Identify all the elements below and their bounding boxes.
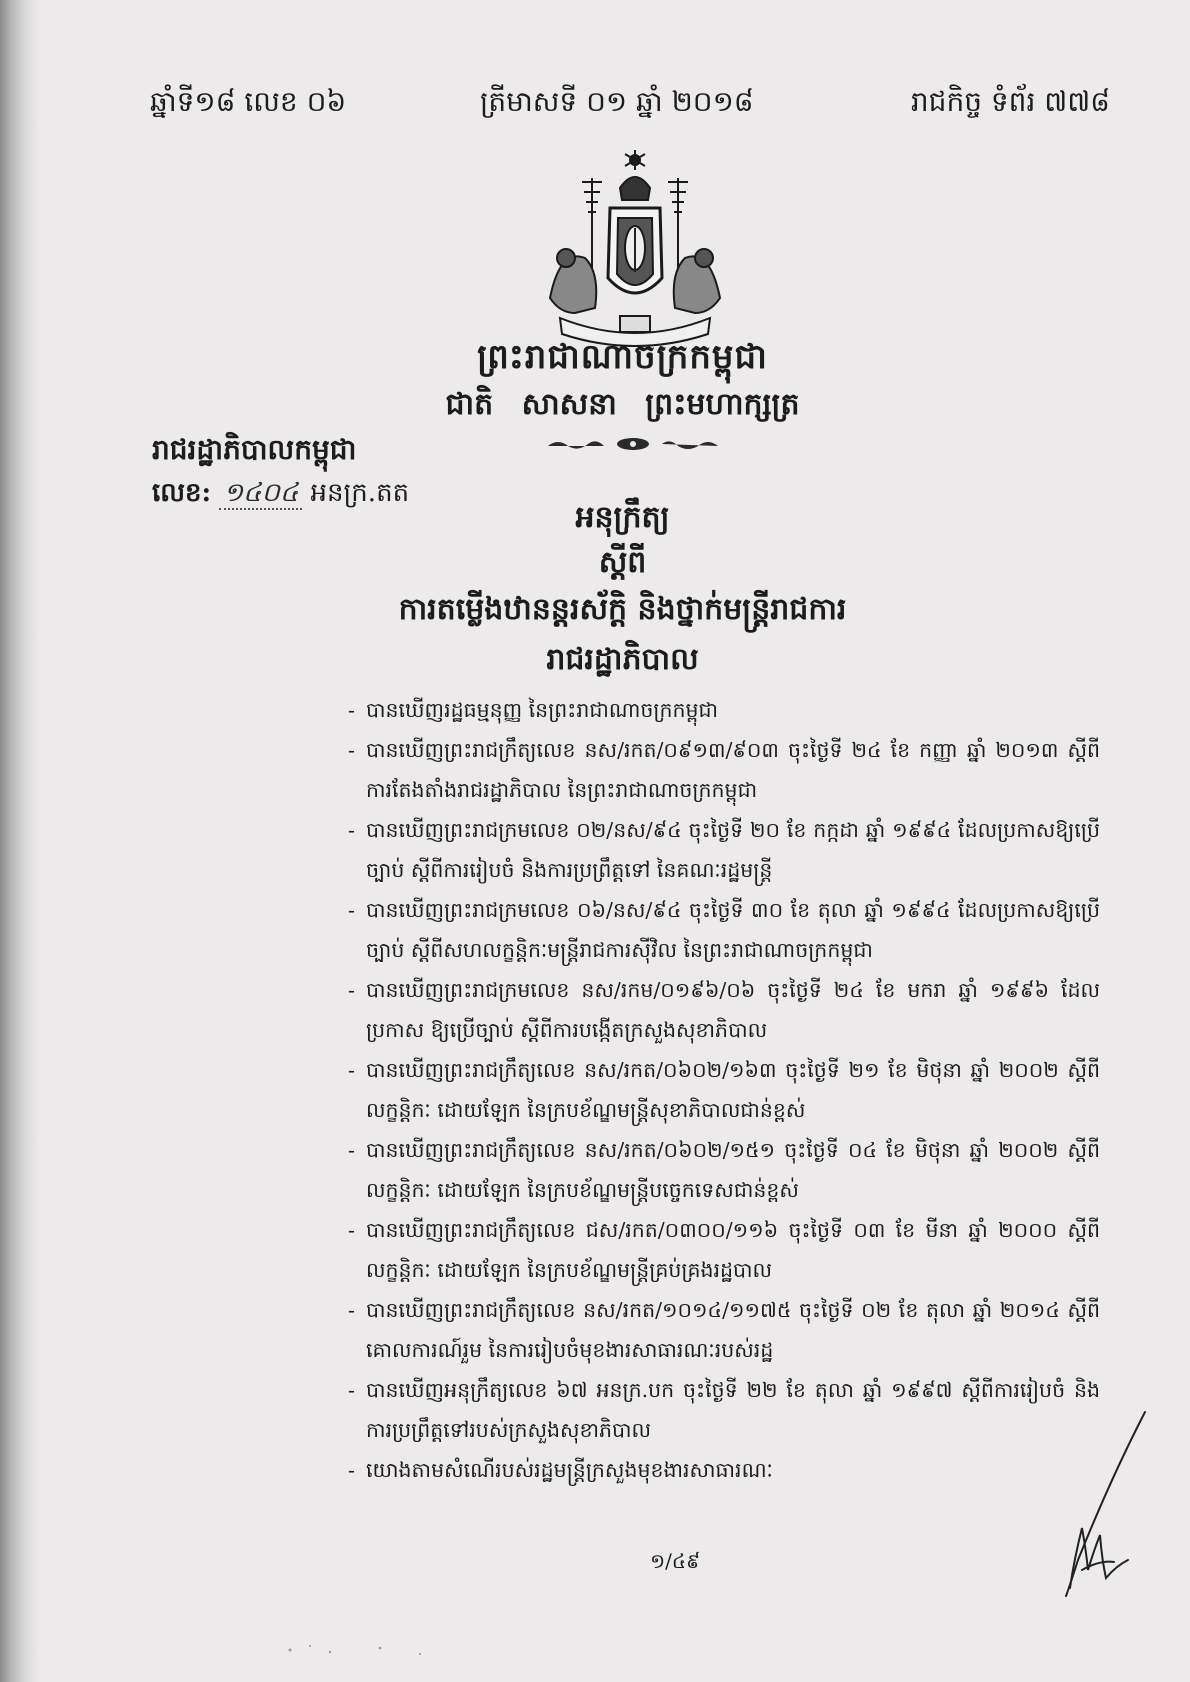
preamble-item: - បានឃើញព្រះរាជក្រមលេខ ០២/នស/៩៤ ចុះថ្ងៃទី ២០ ខែ កក្កដា ឆ្នាំ ១៩៩៤ ដែលប្រកាសឱ្យប្រើច្បាប់ ស្តីពីការរៀបចំ និងការប្រព្រឹត្តទៅ នៃគណៈរដ្ឋមន្ត្រី [348, 818, 1100, 882]
preamble-item: - បានឃើញព្រះរាជក្រឹត្យលេខ នស/រកត/០៦០២/១៦៣ ចុះថ្ងៃទី ២១ ខែ មិថុនា ឆ្នាំ ២០០២ ស្តីពីលក្ខន្តិកៈ ដោយឡែក នៃក្របខ័ណ្ឌមន្ត្រីសុខាភិបាលជាន់ខ្ពស់ [348, 1058, 1100, 1122]
reference-number: ១៤០៤ [219, 478, 302, 510]
preamble-item: - បានឃើញព្រះរាជក្រឹត្យលេខ នស/រកត/១០១៤/១១៧៥ ចុះថ្ងៃទី ០២ ខែ តុលា ឆ្នាំ ២០១៤ ស្តីពី គោលការណ៍រួម នៃការរៀបចំមុខងារសាធារណៈរបស់រដ្ឋ [348, 1298, 1100, 1362]
motto-king: ព្រះមហាក្សត្រ [645, 387, 800, 422]
royal-coat-of-arms-icon [540, 148, 730, 348]
page-number: ១/៤៩ [650, 1549, 701, 1573]
preamble-item: - បានឃើញព្រះរាជក្រឹត្យលេខ នស/រកត/០៦០២/១៥១ ចុះថ្ងៃទី ០៤ ខែ មិថុនា ឆ្នាំ ២០០២ ស្តីពីលក្ខន្តិកៈ ដោយឡែក នៃក្របខ័ណ្ឌមន្ត្រីបច្ចេកទេសជាន់ខ្ពស់ [348, 1138, 1100, 1202]
kingdom-title: ព្រះរាជាណាចក្រកម្ពុជា [477, 337, 768, 377]
reference-label: លេខ: [152, 478, 212, 508]
preamble-item: - បានឃើញព្រះរាជក្រមលេខ នស/រកម/០១៩៦/០៦ ចុះថ្ងៃទី ២៤ ខែ មករា ឆ្នាំ ១៩៩៦ ដែលប្រកាស ឱ្យប្រើច្បាប់ ស្តីពីការបង្កើតក្រសួងសុខាភិបាល [348, 978, 1100, 1042]
preamble-item: - បានឃើញព្រះរាជក្រមលេខ ០៦/នស/៩៤ ចុះថ្ងៃទី ៣០ ខែ តុលា ឆ្នាំ ១៩៩៤ ដែលប្រកាសឱ្យប្រើច្បាប់ ស្តីពីសហលក្ខន្តិកៈមន្ត្រីរាជការស៊ីវិល នៃព្រះរាជាណាចក្រកម្ពុជា [348, 898, 1100, 962]
motto-religion: សាសនា [521, 387, 617, 422]
document-type: អនុក្រឹត្យ [575, 500, 670, 535]
preamble-list [348, 690, 1100, 1490]
gazette-quarter: ត្រីមាសទី ០១ ឆ្នាំ ២០១៨ [480, 85, 754, 118]
gazette-year-issue: ឆ្នាំទី១៨ លេខ ០៦ [150, 85, 347, 118]
reference-suffix: អនក្រ.តត [310, 478, 410, 508]
scan-noise-icon [280, 1640, 440, 1660]
document-subject: ការតម្លើងឋានន្តរស័ក្តិ និងថ្នាក់មន្ត្រីរាជការ [398, 592, 847, 627]
scan-binding-edge [0, 0, 40, 1682]
issuing-government: រាជរដ្ឋាភិបាលកម្ពុជា [152, 433, 357, 466]
preamble-item: - បានឃើញព្រះរាជក្រឹត្យលេខ នស/រកត/០៩១៣/៩០៣ ចុះថ្ងៃទី ២៤ ខែ កញ្ញា ឆ្នាំ ២០១៣ ស្តីពី ការតែងតាំងរាជរដ្ឋាភិបាល នៃព្រះរាជាណាចក្រកម្ពុជា [348, 738, 1100, 802]
preamble-item: - បានឃើញអនុក្រឹត្យលេខ ៦៧ អនក្រ.បក ចុះថ្ងៃទី ២២ ខែ តុលា ឆ្នាំ ១៩៩៧ ស្តីពីការរៀបចំ និង ការប្រព្រឹត្តទៅរបស់ក្រសួងសុខាភិបាល [348, 1378, 1100, 1442]
document-issuer: រាជរដ្ឋាភិបាល [546, 642, 699, 677]
motto-nation: ជាតិ [445, 387, 494, 422]
ornament-divider-icon [548, 436, 718, 452]
gazette-header [150, 84, 1110, 124]
preamble-item: - បានឃើញព្រះរាជក្រឹត្យលេខ ជស/រកត/០៣០០/១១៦ ចុះថ្ងៃទី ០៣ ខែ មីនា ឆ្នាំ ២០០០ ស្តីពីលក្ខន្តិកៈ ដោយឡែក នៃក្របខ័ណ្ឌមន្ត្រីគ្រប់គ្រងរដ្ឋបាល [348, 1218, 1100, 1282]
document-about: ស្តីពី [598, 545, 647, 580]
national-motto [0, 385, 1190, 429]
preamble-item: - យោងតាមសំណើរបស់រដ្ឋមន្ត្រីក្រសួងមុខងារសាធារណៈ [348, 1458, 773, 1482]
handwritten-initials-icon [1030, 1410, 1150, 1600]
gazette-page-ref: រាជកិច្ច ទំព័រ ៧៧៨ [910, 85, 1110, 118]
preamble-item: - បានឃើញរដ្ឋធម្មនុញ្ញ នៃព្រះរាជាណាចក្រកម្ពុជា [348, 698, 719, 722]
